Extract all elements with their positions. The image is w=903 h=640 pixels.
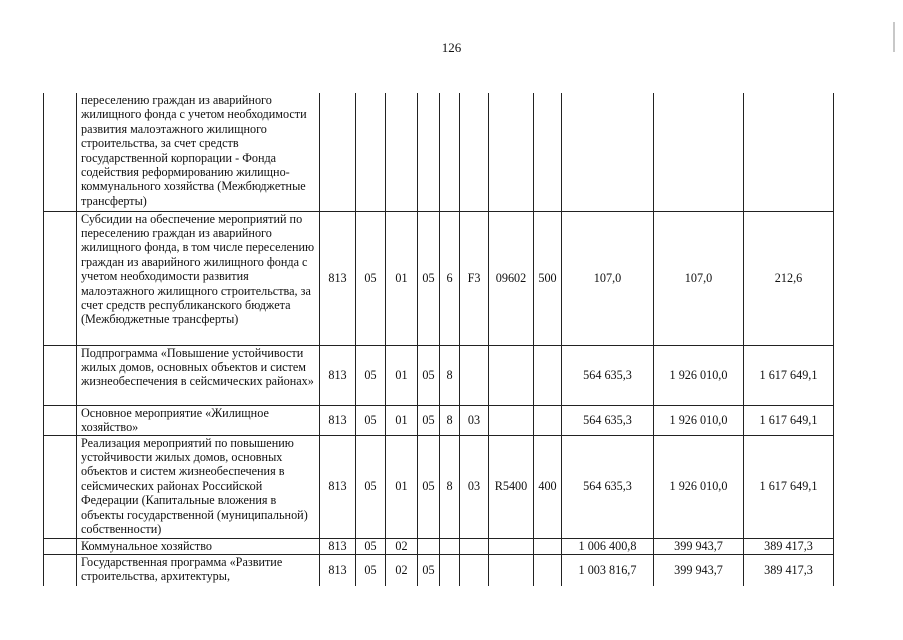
sum-3: 389 417,3	[744, 554, 834, 586]
sum-3: 1 617 649,1	[744, 345, 834, 405]
ministry-code: 813	[320, 554, 356, 586]
direction-code: R5400	[489, 435, 534, 538]
subsection-code: 01	[386, 405, 418, 435]
sum-1	[562, 93, 654, 211]
sum-2: 399 943,7	[654, 538, 744, 554]
budget-table	[43, 93, 834, 586]
event-code	[460, 554, 489, 586]
direction-code	[489, 93, 534, 211]
direction-code	[489, 538, 534, 554]
blank-cell	[44, 405, 77, 435]
sum-3: 389 417,3	[744, 538, 834, 554]
blank-cell	[44, 93, 77, 211]
ministry-code: 813	[320, 211, 356, 345]
expense-type-code: 500	[534, 211, 562, 345]
table-row	[44, 405, 834, 435]
row-name: переселению граждан из аварийного жилищного фонда с учетом необходимости развития малоэтажного жилищного строительства, за счет средств государственной корпорации - Фонда содействия реформированию жилищно-коммунального хозяйства (Межбюджетные трансферты)	[77, 93, 320, 211]
event-code: 03	[460, 435, 489, 538]
table-row	[44, 554, 834, 586]
table-row	[44, 211, 834, 345]
direction-code	[489, 345, 534, 405]
sum-2: 1 926 010,0	[654, 405, 744, 435]
row-name: Подпрограмма «Повышение устойчивости жилых домов, основных объектов и систем жизнеобеспечения в сейсмических районах»	[77, 345, 320, 405]
sum-3: 212,6	[744, 211, 834, 345]
blank-cell	[44, 538, 77, 554]
sum-3: 1 617 649,1	[744, 435, 834, 538]
program-code: 05	[418, 405, 440, 435]
subsection-code: 01	[386, 211, 418, 345]
sum-2: 1 926 010,0	[654, 435, 744, 538]
subsection-code: 01	[386, 435, 418, 538]
section-code: 05	[356, 435, 386, 538]
sum-3: 1 617 649,1	[744, 405, 834, 435]
subprogram-code	[440, 538, 460, 554]
section-code: 05	[356, 345, 386, 405]
subprogram-code	[440, 93, 460, 211]
table-row	[44, 538, 834, 554]
sum-1: 564 635,3	[562, 405, 654, 435]
row-name: Реализация мероприятий по повышению устойчивости жилых домов, основных объектов и систем жизнеобеспечения в сейсмических районах Российской Федерации (Капитальные вложения в объекты государственной (муниципальной) собственности)	[77, 435, 320, 538]
event-code: F3	[460, 211, 489, 345]
event-code	[460, 538, 489, 554]
row-name: Основное мероприятие «Жилищное хозяйство»	[77, 405, 320, 435]
ministry-code: 813	[320, 538, 356, 554]
scan-edge-mark	[893, 22, 895, 52]
event-code	[460, 345, 489, 405]
program-code	[418, 538, 440, 554]
blank-cell	[44, 211, 77, 345]
sum-1: 564 635,3	[562, 435, 654, 538]
blank-cell	[44, 435, 77, 538]
direction-code	[489, 405, 534, 435]
row-name: Коммунальное хозяйство	[77, 538, 320, 554]
section-code: 05	[356, 405, 386, 435]
blank-cell	[44, 554, 77, 586]
event-code: 03	[460, 405, 489, 435]
sum-1: 107,0	[562, 211, 654, 345]
direction-code	[489, 554, 534, 586]
sum-1: 1 003 816,7	[562, 554, 654, 586]
table-row	[44, 93, 834, 211]
section-code: 05	[356, 554, 386, 586]
sum-1: 564 635,3	[562, 345, 654, 405]
program-code: 05	[418, 435, 440, 538]
event-code	[460, 93, 489, 211]
ministry-code	[320, 93, 356, 211]
program-code	[418, 93, 440, 211]
section-code: 05	[356, 538, 386, 554]
expense-type-code	[534, 405, 562, 435]
program-code: 05	[418, 345, 440, 405]
sum-3	[744, 93, 834, 211]
expense-type-code	[534, 554, 562, 586]
section-code: 05	[356, 211, 386, 345]
page-number: 126	[441, 40, 462, 55]
row-name: Субсидии на обеспечение мероприятий по переселению граждан из аварийного жилищного фонда, в том числе переселению граждан из аварийного жилищного фонда с учетом необходимости развития малоэтажного жилищного строительства, за счет средств республиканского бюджета (Межбюджетные трансферты)	[77, 211, 320, 345]
row-name: Государственная программа «Развитие строительства, архитектуры,	[77, 554, 320, 586]
subsection-code: 02	[386, 554, 418, 586]
sum-1: 1 006 400,8	[562, 538, 654, 554]
expense-type-code	[534, 538, 562, 554]
section-code	[356, 93, 386, 211]
ministry-code: 813	[320, 435, 356, 538]
subprogram-code: 8	[440, 405, 460, 435]
subprogram-code: 8	[440, 345, 460, 405]
ministry-code: 813	[320, 345, 356, 405]
ministry-code: 813	[320, 405, 356, 435]
subprogram-code: 8	[440, 435, 460, 538]
blank-cell	[44, 345, 77, 405]
sum-2: 399 943,7	[654, 554, 744, 586]
expense-type-code	[534, 93, 562, 211]
subprogram-code: 6	[440, 211, 460, 345]
subprogram-code	[440, 554, 460, 586]
sum-2: 107,0	[654, 211, 744, 345]
direction-code: 09602	[489, 211, 534, 345]
expense-type-code: 400	[534, 435, 562, 538]
sum-2: 1 926 010,0	[654, 345, 744, 405]
expense-type-code	[534, 345, 562, 405]
table-row	[44, 435, 834, 538]
table-row	[44, 345, 834, 405]
sum-2	[654, 93, 744, 211]
subsection-code: 01	[386, 345, 418, 405]
subsection-code: 02	[386, 538, 418, 554]
program-code: 05	[418, 211, 440, 345]
program-code: 05	[418, 554, 440, 586]
subsection-code	[386, 93, 418, 211]
